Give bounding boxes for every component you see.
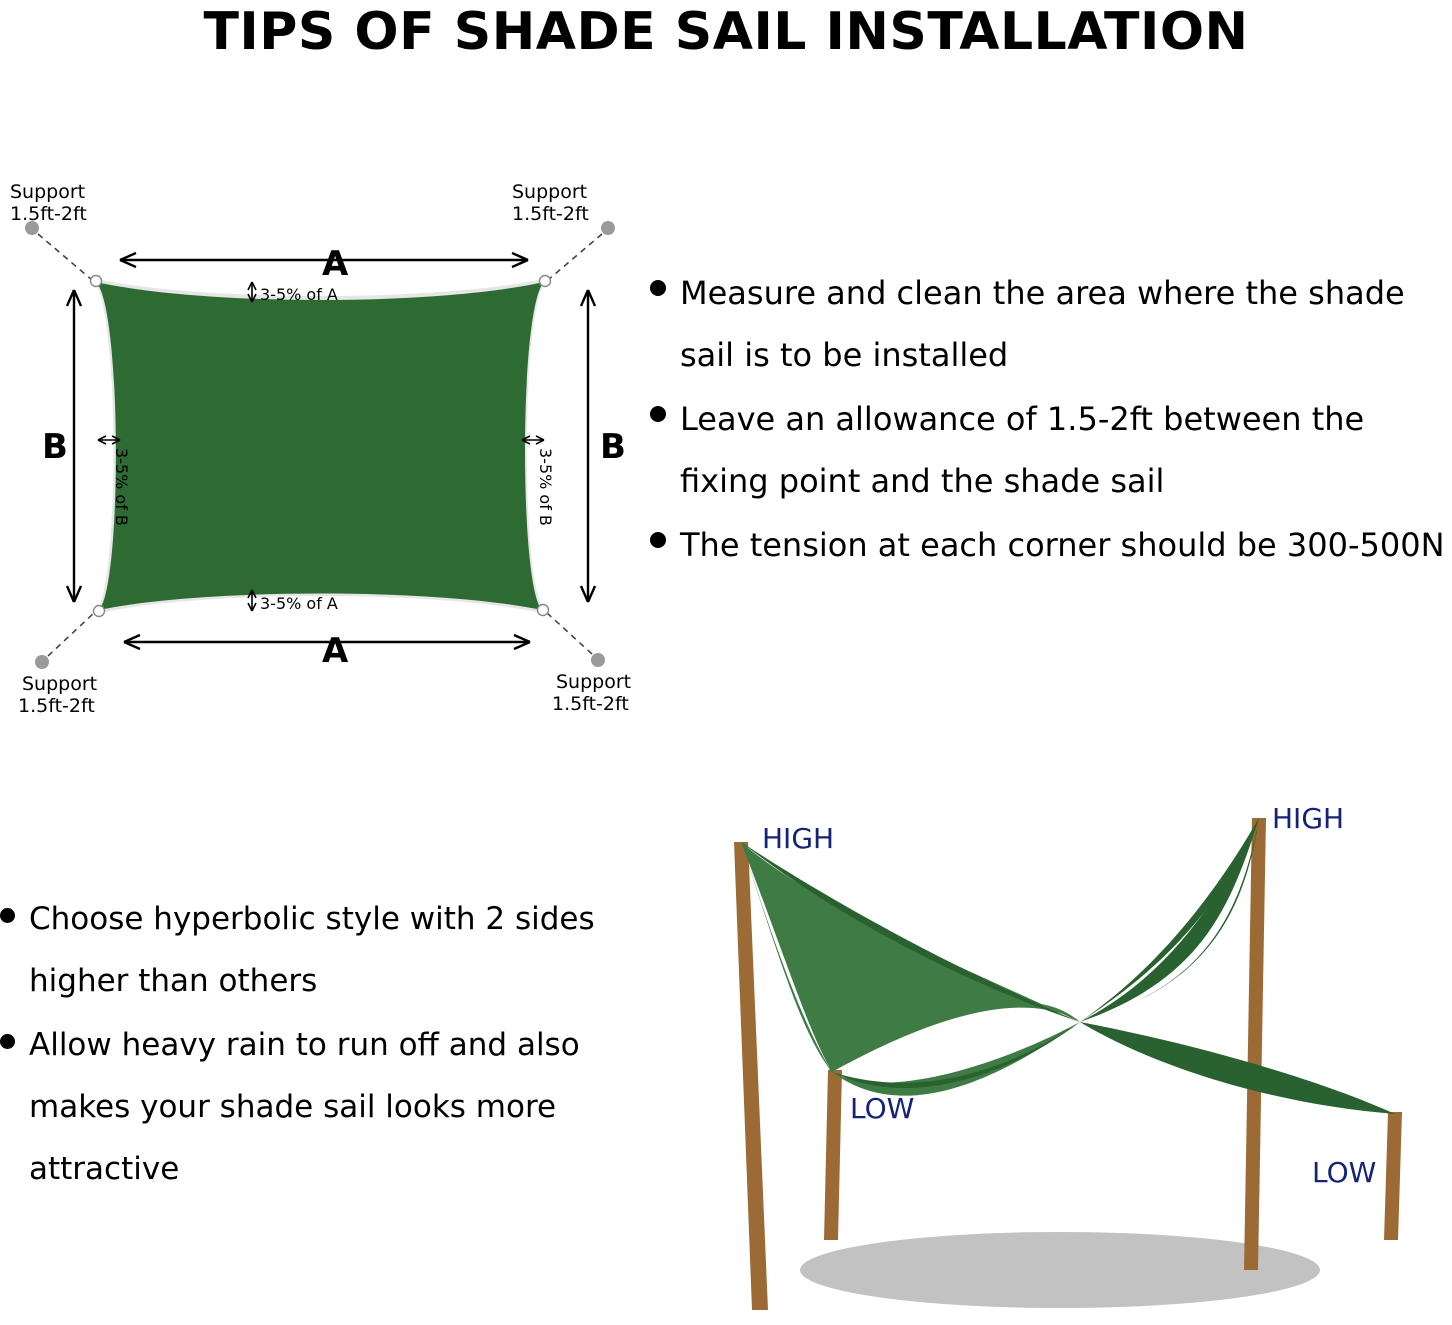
label-high-right: HIGH: [1272, 802, 1345, 835]
support-label-top-left-line2: 1.5ft-2ft: [10, 203, 87, 225]
page-title: TIPS OF SHADE SAIL INSTALLATION: [203, 2, 1249, 62]
label-curve-top: 3-5% of A: [260, 285, 338, 304]
support-line-top-left: [38, 234, 92, 280]
bullet-text: Choose hyperbolic style with 2 sides higher than others: [29, 901, 595, 999]
bullet-text: Allow heavy rain to run off and also makes your shade sail looks more attractive: [29, 1027, 580, 1187]
label-low-left: LOW: [850, 1092, 915, 1125]
ground-shadow: [800, 1232, 1320, 1308]
support-dot-bottom-left: [35, 655, 49, 669]
label-side-a-top: A: [322, 244, 349, 284]
hyperbolic-sail-diagram: [640, 770, 1452, 1325]
support-label-top-right-line2: 1.5ft-2ft: [512, 203, 589, 225]
eyelet-top-left: [91, 276, 102, 287]
list-item: [650, 514, 1450, 576]
support-label-bottom-right-line2: 1.5ft-2ft: [552, 693, 629, 715]
support-line-bottom-right: [546, 612, 592, 654]
label-side-b-left: B: [42, 427, 68, 467]
eyelet-top-right: [540, 276, 551, 287]
label-curve-left: 3-5% of B: [112, 448, 131, 526]
list-item: [650, 388, 1450, 512]
label-curve-right: 3-5% of B: [536, 448, 555, 526]
support-dot-bottom-right: [591, 653, 605, 667]
bullet-text: Leave an allowance of 1.5-2ft between the fixing point and the shade sail: [680, 400, 1365, 500]
support-dot-top-right: [601, 221, 615, 235]
label-side-b-right: B: [600, 427, 626, 467]
bullet-dot-icon: [650, 280, 666, 296]
bullet-dot-icon: [0, 1034, 15, 1049]
bullet-dot-icon: [0, 908, 15, 923]
post-low-right: [1384, 1112, 1402, 1240]
eyelet-bottom-right: [538, 605, 549, 616]
support-label-top-right-line1: Support: [512, 181, 588, 203]
post-high-left: [734, 842, 768, 1310]
sail-body: [96, 282, 544, 610]
bullet-text: The tension at each corner should be 300-500N: [680, 526, 1445, 564]
bullet-text: Measure and clean the area where the shade sail is to be installed: [680, 274, 1405, 374]
top-bullet-list: [650, 262, 1450, 578]
list-item: [650, 262, 1450, 386]
eyelet-bottom-left: [94, 606, 105, 617]
label-curve-bottom: 3-5% of A: [260, 594, 338, 613]
bullet-dot-icon: [650, 406, 666, 422]
rectangular-sail-diagram: [0, 150, 680, 750]
support-label-bottom-left-line2: 1.5ft-2ft: [18, 695, 95, 717]
label-low-right: LOW: [1312, 1156, 1377, 1189]
support-label-bottom-left-line1: Support: [22, 673, 98, 695]
list-item: [0, 1014, 640, 1200]
label-high-left: HIGH: [762, 822, 835, 855]
bullet-dot-icon: [650, 532, 666, 548]
support-line-top-right: [548, 234, 602, 280]
label-side-a-bottom: A: [322, 631, 349, 671]
list-item: [0, 888, 640, 1012]
support-label-bottom-right-line1: Support: [556, 671, 632, 693]
bottom-bullet-list: [0, 888, 640, 1202]
support-label-top-left-line1: Support: [10, 181, 86, 203]
post-high-right: [1244, 818, 1266, 1270]
support-line-bottom-left: [48, 612, 95, 656]
